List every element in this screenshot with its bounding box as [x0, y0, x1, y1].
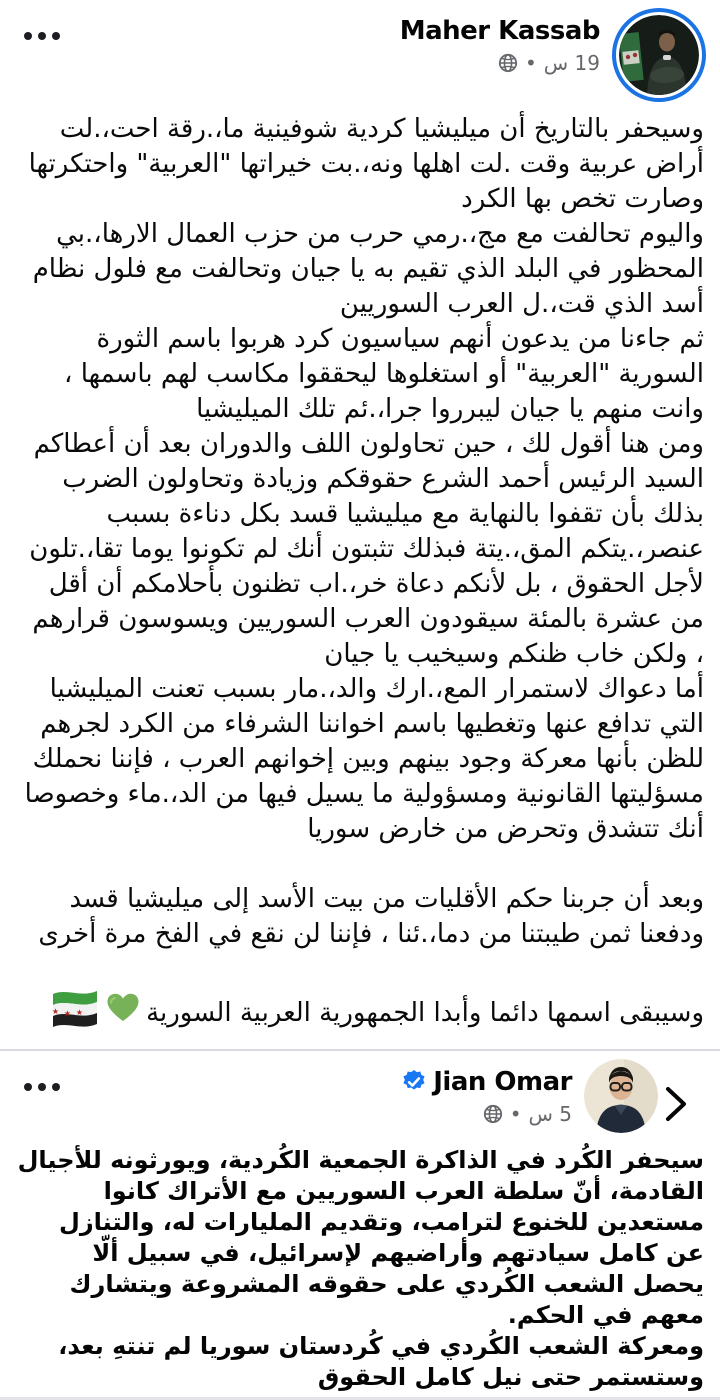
- verified-badge-icon: [402, 1070, 426, 1094]
- post1-avatar[interactable]: [612, 8, 706, 102]
- post1-timestamp[interactable]: 19 س: [543, 51, 600, 75]
- post1-paragraph: أما دعواك لاستمرار المع،.ارك والد،.مار بسبب تعنت الميليشيا التي تدافع عنها وتغطيها باسم اخواننا الشرفاء من الكرد لجرهم للظن بأنها معركة وجود بينهم وبين إخوانهم العرب ، فإننا نحملك مسؤليتها القانونية ومسؤولية ما يسيل فيها من الد،.ماء وخصوصا أنك تتشدق وتحرض من خارض سوريا: [24, 674, 704, 844]
- maher-kassab-avatar-photo: [619, 15, 699, 95]
- syrian-revolution-flag-emoji: [50, 987, 100, 1039]
- post1-paragraph: ثم جاءنا من يدعون أنهم سياسيون كرد هربوا باسم الثورة السورية "العربية" أو استغلوها ليحققوا مكاسب لهم باسمها ، وانت منهم يا جيان ليبرروا جرا،.ئم تلك الميليشيا: [64, 324, 704, 424]
- post2-paragraph: ومعركة الشعب الكُردي في كُردستان سوريا لم تنتهِ بعد، وستستمر حتى نيل كامل الحقوق: [58, 1332, 704, 1391]
- globe-icon: [498, 53, 518, 73]
- post1-paragraph: وسيحفر بالتاريخ أن ميليشيا كردية شوفينية ما،.رقة احت،.لت أراض عربية وقت .لت اهلها ونه،.بت خيراتها "العربية" واحتكرتها وصارت تخص بها الكرد: [28, 114, 704, 214]
- jian-omar-avatar-photo: [584, 1059, 658, 1133]
- post1-more-button[interactable]: [14, 18, 70, 54]
- post1-paragraph: وبعد أن جربنا حكم الأقليات من بيت الأسد إلى ميليشيا قسد ودفعنا ثمن طيبتنا من دما،.ئنا ، فإننا لن نقع في الفخ مرة أخرى: [38, 884, 704, 949]
- post2-more-button[interactable]: [14, 1069, 70, 1105]
- globe-icon: [483, 1104, 503, 1124]
- post1-paragraph: ومن هنا أقول لك ، حين تحاولون اللف والدوران بعد أن أعطاكم السيد الرئيس أحمد الشرع حقوقكم وزيادة وتحاولون الضرب بذلك بأن تقفوا بالنهاية مع ميليشيا قسد بكل دناءة بسبب عنصر،.يتكم المق،.يتة فبذلك تثبتون أنك لم تكونوا يوما تقا،.تلون لأجل الحقوق ، بل لأنكم دعاة خر،.اب تظنون بأحلامكم أن أقل من عشرة بالمئة سيقودون العرب السوريين ويسوسون قرارهم ، ولكن خاب ظنكم وسيخيب يا جيان: [29, 429, 704, 669]
- ellipsis-menu-icon: [52, 1083, 60, 1091]
- post2-paragraph: سيحفر الكُرد في الذاكرة الجمعية الكُردية، ويورثونه للأجيال القادمة، أنّ سلطة العرب السوريين مع الأتراك كانوا مستعدين للخنوع لترامب، وتقديم المليارات له، والتنازل عن كامل سيادتهم وأراضيهم لإسرائيل، في سبيل ألّا يحصل الشعب الكُردي على حقوقه المشروعة ويتشارك معهم في الحكم.: [17, 1146, 704, 1329]
- post2-timestamp[interactable]: 5 س: [528, 1102, 572, 1126]
- post1-closing-line: [16, 987, 704, 1039]
- post1-body: [0, 102, 720, 1039]
- meta-separator: •: [509, 1102, 522, 1126]
- post2-avatar[interactable]: [584, 1059, 658, 1133]
- meta-separator: •: [524, 51, 537, 75]
- svg-text:★: ★: [51, 1007, 60, 1016]
- post1-paragraph: واليوم تحالفت مع مج،.رمي حرب من حزب العمال الارها،.بي المحظور في البلد الذي تقيم به يا جيان وتحالفت مع فلول نظام أسد الذي قت،.ل العرب السوريين: [32, 219, 704, 319]
- ellipsis-menu-icon: [52, 32, 60, 40]
- post1-header: [0, 0, 720, 102]
- post1-closing-text: وسيبقى اسمها دائما وأبدا الجمهورية العربية السورية: [146, 997, 704, 1028]
- post1-author-name[interactable]: Maher Kassab: [399, 16, 600, 46]
- post2-body: [0, 1133, 720, 1393]
- chevron-right-icon[interactable]: [660, 1081, 690, 1130]
- post2-author-name[interactable]: Jian Omar: [433, 1067, 572, 1097]
- svg-text:★: ★: [63, 1009, 72, 1018]
- green-heart-emoji: [106, 992, 140, 1034]
- post2-header: [0, 1051, 720, 1133]
- svg-text:★: ★: [75, 1008, 84, 1017]
